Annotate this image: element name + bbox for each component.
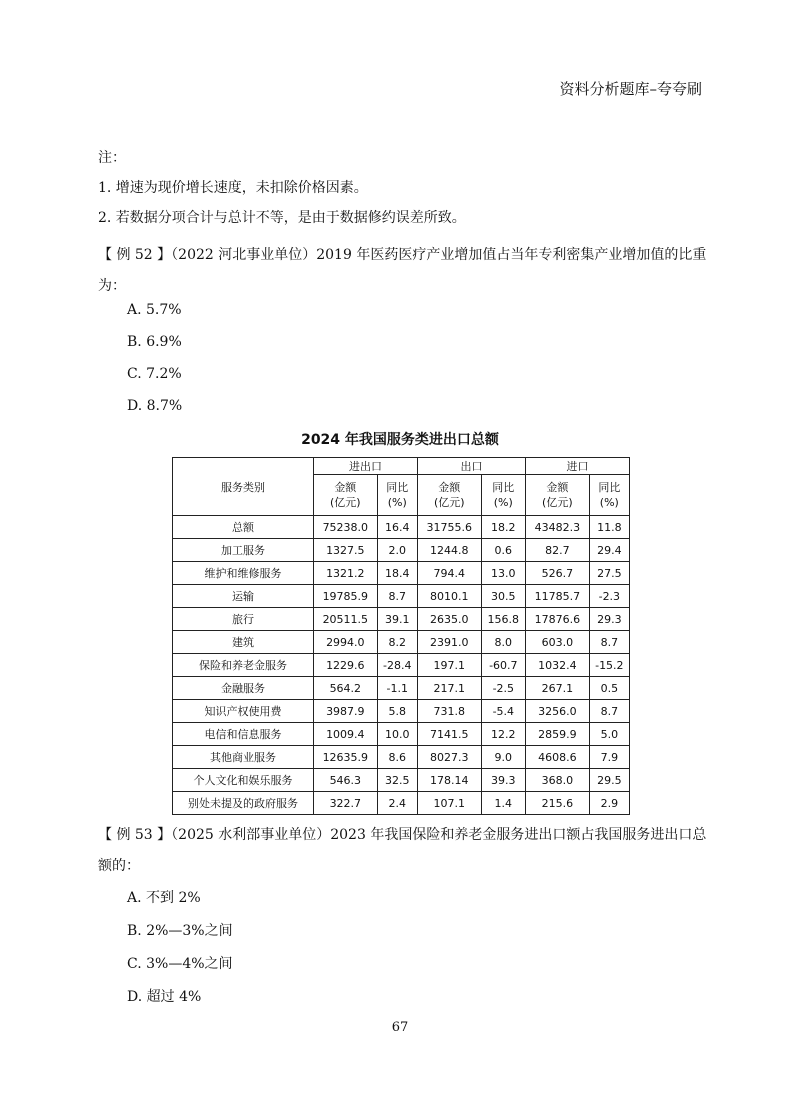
row-category: 维护和维修服务 <box>173 562 314 585</box>
row-value: -15.2 <box>589 654 629 677</box>
row-value: -2.3 <box>589 585 629 608</box>
header-group-export: 出口 <box>417 458 525 475</box>
note-item-2: 2. 若数据分项合计与总计不等，是由于数据修约误差所致。 <box>98 210 466 226</box>
question-52-option-d: D. 8.7% <box>127 398 183 414</box>
question-53-option-a: A. 不到 2% <box>127 890 201 906</box>
row-value: 12.2 <box>481 723 525 746</box>
services-trade-table <box>172 457 630 815</box>
row-value: 75238.0 <box>314 516 378 539</box>
row-value: 20511.5 <box>314 608 378 631</box>
row-value: 1009.4 <box>314 723 378 746</box>
table-row <box>173 677 630 700</box>
table-title: 2024 年我国服务类进出口总额 <box>301 432 499 448</box>
row-value: 1244.8 <box>417 539 481 562</box>
table-row <box>173 792 630 815</box>
row-value: 18.2 <box>481 516 525 539</box>
row-category: 建筑 <box>173 631 314 654</box>
row-value: -60.7 <box>481 654 525 677</box>
row-value: 107.1 <box>417 792 481 815</box>
row-value: 43482.3 <box>526 516 590 539</box>
row-value: 156.8 <box>481 608 525 631</box>
row-value: 30.5 <box>481 585 525 608</box>
row-value: 368.0 <box>526 769 590 792</box>
row-value: 8027.3 <box>417 746 481 769</box>
row-value: 0.5 <box>589 677 629 700</box>
row-value: 5.8 <box>377 700 417 723</box>
row-value: 8.7 <box>377 585 417 608</box>
row-value: 8.6 <box>377 746 417 769</box>
row-value: 267.1 <box>526 677 590 700</box>
table-row <box>173 654 630 677</box>
row-value: 39.1 <box>377 608 417 631</box>
note-item-1: 1. 增速为现价增长速度，未扣除价格因素。 <box>98 180 368 196</box>
row-value: 603.0 <box>526 631 590 654</box>
row-category: 个人文化和娱乐服务 <box>173 769 314 792</box>
row-value: 2859.9 <box>526 723 590 746</box>
row-value: 29.4 <box>589 539 629 562</box>
row-category: 金融服务 <box>173 677 314 700</box>
table-row <box>173 562 630 585</box>
row-value: 29.5 <box>589 769 629 792</box>
row-value: 13.0 <box>481 562 525 585</box>
row-value: 16.4 <box>377 516 417 539</box>
row-value: 3256.0 <box>526 700 590 723</box>
row-value: 731.8 <box>417 700 481 723</box>
table-row <box>173 516 630 539</box>
row-value: 178.14 <box>417 769 481 792</box>
row-value: 2.0 <box>377 539 417 562</box>
table-row <box>173 769 630 792</box>
question-53-option-d: D. 超过 4% <box>127 989 202 1005</box>
question-53-option-b: B. 2%—3%之间 <box>127 923 233 939</box>
row-value: -2.5 <box>481 677 525 700</box>
header-group-import: 进口 <box>526 458 630 475</box>
row-value: 546.3 <box>314 769 378 792</box>
row-value: 9.0 <box>481 746 525 769</box>
table-row <box>173 700 630 723</box>
row-value: 10.0 <box>377 723 417 746</box>
row-value: 32.5 <box>377 769 417 792</box>
row-category: 知识产权使用费 <box>173 700 314 723</box>
table-row <box>173 585 630 608</box>
row-value: 19785.9 <box>314 585 378 608</box>
question-52-option-b: B. 6.9% <box>127 334 182 350</box>
row-value: 11785.7 <box>526 585 590 608</box>
row-value: -5.4 <box>481 700 525 723</box>
row-value: 322.7 <box>314 792 378 815</box>
table-row <box>173 631 630 654</box>
row-value: 526.7 <box>526 562 590 585</box>
header-group-total: 进出口 <box>314 458 418 475</box>
row-value: 82.7 <box>526 539 590 562</box>
row-value: 7141.5 <box>417 723 481 746</box>
row-value: 2391.0 <box>417 631 481 654</box>
row-value: 3987.9 <box>314 700 378 723</box>
header-amount: 金额 (亿元) <box>417 475 481 516</box>
row-category: 别处未提及的政府服务 <box>173 792 314 815</box>
row-value: 2994.0 <box>314 631 378 654</box>
table-row <box>173 608 630 631</box>
header-yoy: 同比 (%) <box>481 475 525 516</box>
row-value: 8010.1 <box>417 585 481 608</box>
row-value: 1229.6 <box>314 654 378 677</box>
notes-title: 注： <box>98 150 126 166</box>
row-value: 2635.0 <box>417 608 481 631</box>
row-category: 加工服务 <box>173 539 314 562</box>
question-53-option-c: C. 3%—4%之间 <box>127 956 233 972</box>
row-category: 其他商业服务 <box>173 746 314 769</box>
row-value: 29.3 <box>589 608 629 631</box>
row-value: 11.8 <box>589 516 629 539</box>
row-value: 4608.6 <box>526 746 590 769</box>
header-amount: 金额 (亿元) <box>314 475 378 516</box>
row-value: 31755.6 <box>417 516 481 539</box>
row-value: 18.4 <box>377 562 417 585</box>
row-value: 564.2 <box>314 677 378 700</box>
row-value: 27.5 <box>589 562 629 585</box>
row-value: 1321.2 <box>314 562 378 585</box>
row-value: 7.9 <box>589 746 629 769</box>
row-value: 17876.6 <box>526 608 590 631</box>
row-value: 5.0 <box>589 723 629 746</box>
row-value: 1032.4 <box>526 654 590 677</box>
header-amount: 金额 (亿元) <box>526 475 590 516</box>
header-category: 服务类别 <box>173 458 314 516</box>
row-value: -28.4 <box>377 654 417 677</box>
row-value: 794.4 <box>417 562 481 585</box>
row-value: -1.1 <box>377 677 417 700</box>
row-value: 215.6 <box>526 792 590 815</box>
row-value: 39.3 <box>481 769 525 792</box>
row-value: 8.7 <box>589 631 629 654</box>
table-row <box>173 723 630 746</box>
row-value: 1327.5 <box>314 539 378 562</box>
row-category: 电信和信息服务 <box>173 723 314 746</box>
row-category: 保险和养老金服务 <box>173 654 314 677</box>
row-category: 旅行 <box>173 608 314 631</box>
row-value: 2.9 <box>589 792 629 815</box>
row-value: 217.1 <box>417 677 481 700</box>
header-yoy: 同比 (%) <box>377 475 417 516</box>
row-value: 8.0 <box>481 631 525 654</box>
row-value: 8.2 <box>377 631 417 654</box>
row-value: 0.6 <box>481 539 525 562</box>
question-52-option-c: C. 7.2% <box>127 366 182 382</box>
row-value: 8.7 <box>589 700 629 723</box>
row-value: 12635.9 <box>314 746 378 769</box>
question-52-stem: 【 例 52 】（2022 河北事业单位）2019 年医药医疗产业增加值占当年专利密集产业增加值的比重为： <box>98 247 707 294</box>
question-52-option-a: A. 5.7% <box>127 302 182 318</box>
table-row <box>173 539 630 562</box>
row-value: 2.4 <box>377 792 417 815</box>
header-yoy: 同比 (%) <box>589 475 629 516</box>
row-value: 197.1 <box>417 654 481 677</box>
row-category: 总额 <box>173 516 314 539</box>
table-row <box>173 746 630 769</box>
running-header: 资料分析题库–夸夸刷 <box>559 80 702 98</box>
row-category: 运输 <box>173 585 314 608</box>
page-number: 67 <box>391 1020 409 1035</box>
row-value: 1.4 <box>481 792 525 815</box>
question-53-stem: 【 例 53 】（2025 水利部事业单位）2023 年我国保险和养老金服务进出口额占我国服务进出口总额的： <box>98 827 707 874</box>
